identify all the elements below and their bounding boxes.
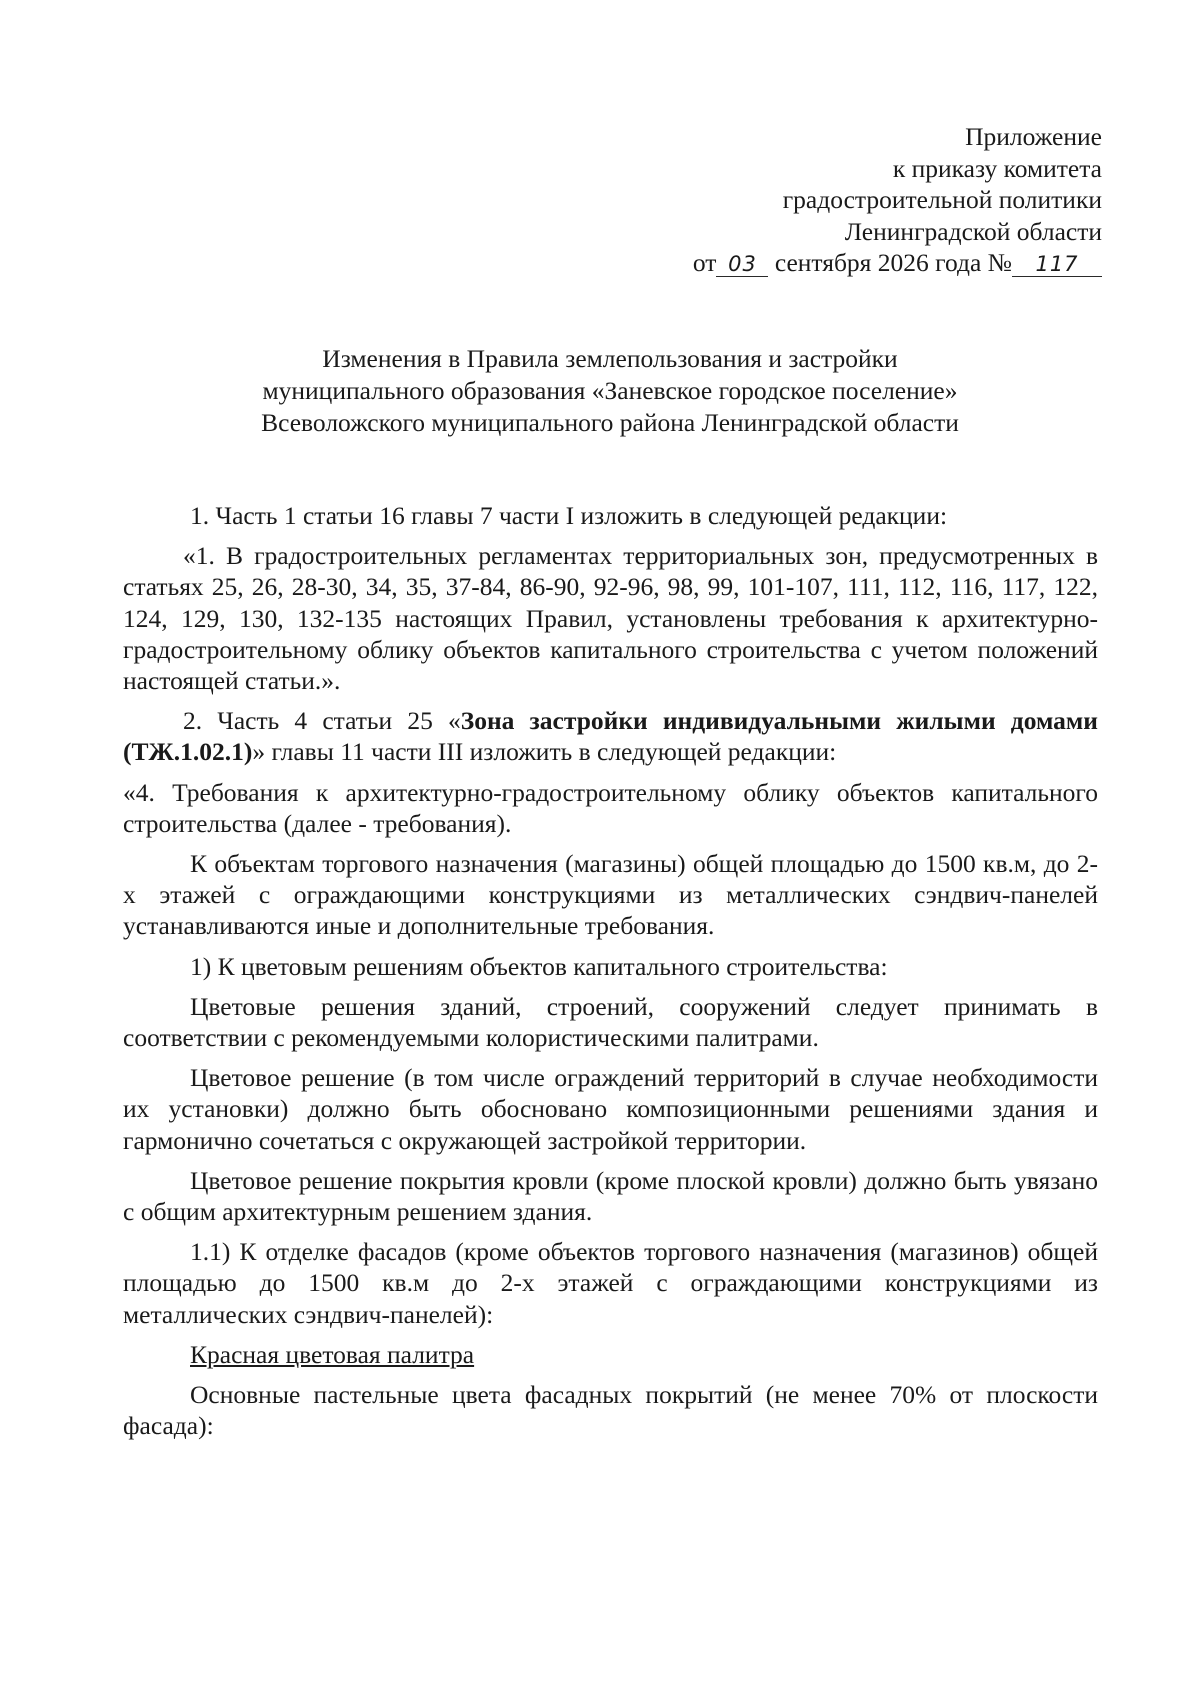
date-day-handwritten: 03 (716, 252, 768, 277)
paragraph-1: 1. Часть 1 статьи 16 главы 7 части I изложить в следующей редакции: (190, 501, 948, 530)
appendix-header (542, 121, 1102, 279)
paragraph-12: Основные пастельные цвета фасадных покрытий (не менее 70% от плоскости фасада): (123, 1380, 1098, 1441)
appendix-label: Приложение (965, 122, 1102, 151)
order-date-line (542, 247, 1102, 279)
paragraph-3 (123, 705, 1098, 767)
paragraph-5: К объектам торгового назначения (магазины) общей площадью до 1500 кв.м, до 2-х этажей с ограждающими конструкциями из металлических сэндвич-панелей устанавливаются иные и дополнительные требования. (123, 849, 1098, 941)
order-reference: к приказу комитета (892, 153, 1102, 183)
paragraph-6: 1) К цветовым решениям объектов капитального строительства: (190, 951, 888, 981)
paragraph-4: «4. Требования к архитектурно-градостроительному облику объектов капитального строительства (далее - требования). (123, 777, 1098, 838)
paragraph-10: 1.1) К отделке фасадов (кроме объектов торгового назначения (магазинов) общей площадью до 1500 кв.м до 2-х этажей с ограждающими конструкциями из металлических сэндвич-панелей): (123, 1237, 1098, 1329)
title-line-1: Изменения в Правила землепользования и застройки (322, 344, 898, 373)
date-middle: сентября 2026 года № (774, 248, 1012, 277)
paragraph-7: Цветовые решения зданий, строений, сооружений следует принимать в соответствии с рекомендуемыми колористическими палитрами. (123, 991, 1098, 1053)
paragraph-2: «1. В градостроительных регламентах территориальных зон, предусмотренных в статьях 25, 26, 28-30, 34, 35, 37-84, 86-90, 92-96, 98, 99, 101-107, 111, 112, 116, 117, 122, 124, 129, 130, 132-135 настоящих Правил, установлены требования к архитектурно-градостроительному облику объектов капитального строительства с учетом положений настоящей статьи.». (123, 541, 1098, 696)
paragraph-9: Цветовое решение покрытия кровли (кроме плоской кровли) должно быть увязано с общим архитектурным решением здания. (123, 1165, 1098, 1227)
document-body (123, 500, 1098, 1450)
date-prefix: от (692, 248, 717, 277)
region-name: Ленинградской области (844, 216, 1102, 246)
red-palette-title: Красная цветовая палитра (190, 1339, 475, 1369)
paragraph-8: Цветовое решение (в том числе ограждений территорий в случае необходимости их установки) должно быть обосновано композиционными решениями здания и гармонично сочетаться с окружающей застройкой территории. (123, 1063, 1098, 1155)
document-title (120, 343, 1100, 439)
paragraph-3-end: » главы 11 части III изложить в следующей редакции: (252, 737, 837, 767)
title-line-3: Всеволожского муниципального района Ленинградской области (261, 408, 959, 437)
paragraph-3-start: 2. Часть 4 статьи 25 « (183, 706, 461, 736)
zone-name-bold: Зона застройки индивидуальными жилыми домами (ТЖ.1.02.1) (123, 706, 1098, 767)
committee-name: градостроительной политики (782, 185, 1102, 214)
order-number-handwritten: 117 (1012, 252, 1102, 277)
title-line-2: муниципального образования «Заневское городское поселение» (262, 376, 958, 405)
palette-heading (123, 1339, 1098, 1370)
